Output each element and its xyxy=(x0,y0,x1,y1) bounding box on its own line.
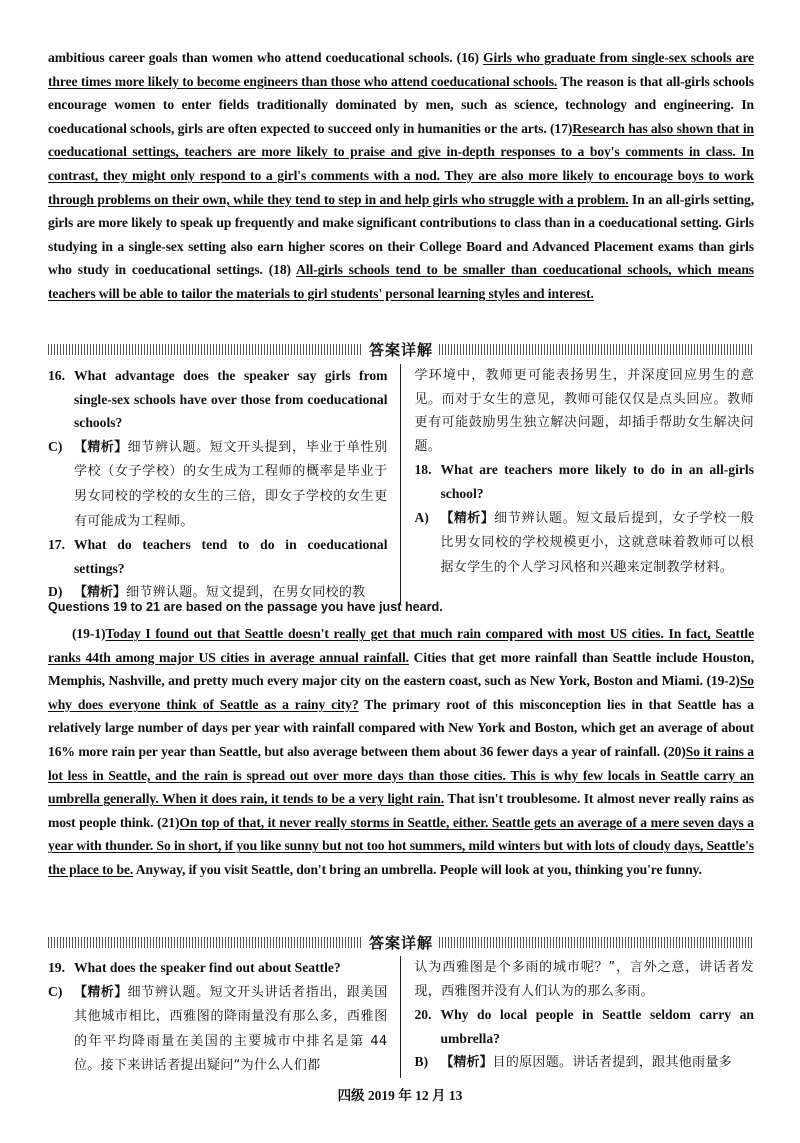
underline-17: Research has also shown that in coeducational settings, teachers are more likely to praise and give in-depth responses to a boy's comments in class. In contrast, they might only respond to a girl's comments with a nod. They are also more likely to encourage boys to work through problems on their own, while they tend to step in and help girls who struggle with a problem. xyxy=(48,120,754,207)
underline-21: On top of that, it never really storms in Seattle, either. Seattle gets an average of a mere seven days a year with thunder. So in short, if you like sunny but not too hot summers, mild winters but with lots of cloudy days, Seattle's the place to be. xyxy=(48,814,754,877)
answer-divider-2 xyxy=(48,933,754,951)
answers-block-2 xyxy=(48,956,754,1078)
passage1-mid1: The reason is that all-girls schools encourage women to enter fields traditionally dominated by men, such as science, technology and engineering. In coeducational schools, girls are often expected to succeed only in humanities or the arts. (17) xyxy=(48,73,754,136)
divider-label: 答案详解 xyxy=(369,933,434,952)
divider-pattern xyxy=(48,937,363,948)
answers-right-column-2 xyxy=(401,956,755,1078)
answer-16: C) 【精析】细节辨认题。短文开头提到，毕业于单性别学校（女子学校）的女生成为工程师的概率是毕业于男女同校的学校的女生的三倍，即女子学校的女生更有可能成为工程师。 xyxy=(48,438,388,529)
answer-divider-1 xyxy=(48,340,754,358)
underline-20: So it rains a lot less in Seattle, and the rain is spread out over more days than those cities. This is why few locals in Seattle carry an umbrella generally. When it does rain, it tends to be a very light rain. xyxy=(48,743,754,807)
divider-pattern xyxy=(439,344,754,355)
answer-20: B) 【精析】目的原因题。讲话者提到，跟其他雨量多 xyxy=(414,1054,732,1071)
answers-left-column-2 xyxy=(48,956,401,1078)
passage1-mid2: In an all-girls setting, girls are more likely to speak up frequently and make significant contributions to class than in a coeducational setting. Girls studying in a single-sex setting also earn higher scores on their College Board and Advanced Placement exams than girls who study in coeducational settings. (18) xyxy=(48,191,754,278)
section-heading: Questions 19 to 21 are based on the passage you have just heard. xyxy=(48,600,443,614)
answer-17: D) 【精析】细节辨认题。短文提到，在男女同校的教 xyxy=(48,584,366,601)
answer-19-continued: 认为西雅图是个多雨的城市呢？”，言外之意，讲话者发现，西雅图并没有人们认为的那么多雨。 xyxy=(414,960,754,999)
question-17: 17. What do teachers tend to do in coeducational settings? xyxy=(48,537,388,576)
passage-part1 xyxy=(48,46,754,306)
underline-19-2: So why does everyone think of Seattle as a rainy city? xyxy=(48,673,754,712)
answer-18: A) 【精析】细节辨认题。短文最后提到，女子学校一般比男女同校的学校规模更小，这就意味着教师可以根据女学生的个人学习风格和兴趣来定制教学材料。 xyxy=(414,509,754,575)
answers-right-column xyxy=(401,364,755,605)
question-16: 16. What advantage does the speaker say girls from single-sex schools have over those from coeducational schools? xyxy=(48,368,388,431)
answer-19: C) 【精析】细节辨认题。短文开头讲话者指出，跟美国其他城市相比，西雅图的降雨量没有那么多，西雅图的年平均降雨量在美国的主要城市中排名是第 44 位。接下来讲话者提出疑问“为什么人们都 xyxy=(48,983,388,1074)
divider-label: 答案详解 xyxy=(369,340,434,359)
question-18: 18. What are teachers more likely to do in an all-girls school? xyxy=(414,462,754,501)
page-footer: 四级 2019 年 12 月 13 xyxy=(337,1088,463,1103)
answers-left-column xyxy=(48,364,401,605)
underline-19-1: Today I found out that Seattle doesn't really get that much rain compared with most US cities. In fact, Seattle ranks 44th among major US cities in average annual rainfall. xyxy=(48,626,754,665)
question-20: 20. Why do local people in Seattle seldom carry an umbrella? xyxy=(414,1007,754,1046)
answer-17-continued: 学环境中，教师更可能表扬男生，并深度回应男生的意见。而对于女生的意见，教师可能仅仅是点头回应。教师更有可能鼓励男生独立解决问题，却插手帮助女生解决问题。 xyxy=(414,368,754,454)
underline-16: Girls who graduate from single-sex schools are three times more likely to become engineers than those who attend coeducational schools. xyxy=(48,50,754,89)
answers-block-1 xyxy=(48,364,754,605)
underline-18: All-girls schools tend to be smaller than coeducational schools, which means teachers will be able to tailor the materials to girl students' personal learning styles and interest. xyxy=(48,262,754,301)
divider-pattern xyxy=(439,937,754,948)
passage-part2: (19-1)Today I found out that Seattle doesn't really get that much rain compared with most US cities. In fact, Seattle ranks 44th among major US cities in average annual rainfall. Cities that get more rainfall than Seattle include Houston, Memphis, Nashville, and pretty much every major city on the eastern coast, such as New York, Boston and Miami. (19-2)So why does everyone think of Seattle as a rainy city? The primary root of this misconception lies in that Seattle has a relatively large number of days per year with rainfall compared with New York and Boston, which get an average of about 16% more rain per year than Seattle, but also average between them about 36 fewer days a year of rainfall. (20)So it rains a lot less in Seattle, and the rain is spread out over more days than those cities. This is why few locals in Seattle carry an umbrella generally. When it does rain, it tends to be a very light rain. That isn't troublesome. It almost never really rains as most people think. (21)On top of that, it never really storms in Seattle, either. Seattle gets an average of a mere seven days a year with thunder. So in short, if you like sunny but not too hot summers, mild winters but with lots of cloudy days, Seattle's the place to be. Anyway, if you visit Seattle, don't bring an umbrella. People will look at you, thinking you're funny. xyxy=(48,626,754,877)
divider-pattern xyxy=(48,344,363,355)
passage1-intro: ambitious career goals than women who attend coeducational schools. (16) xyxy=(48,50,484,65)
question-19: 19. What does the speaker find out about Seattle? xyxy=(48,960,341,975)
